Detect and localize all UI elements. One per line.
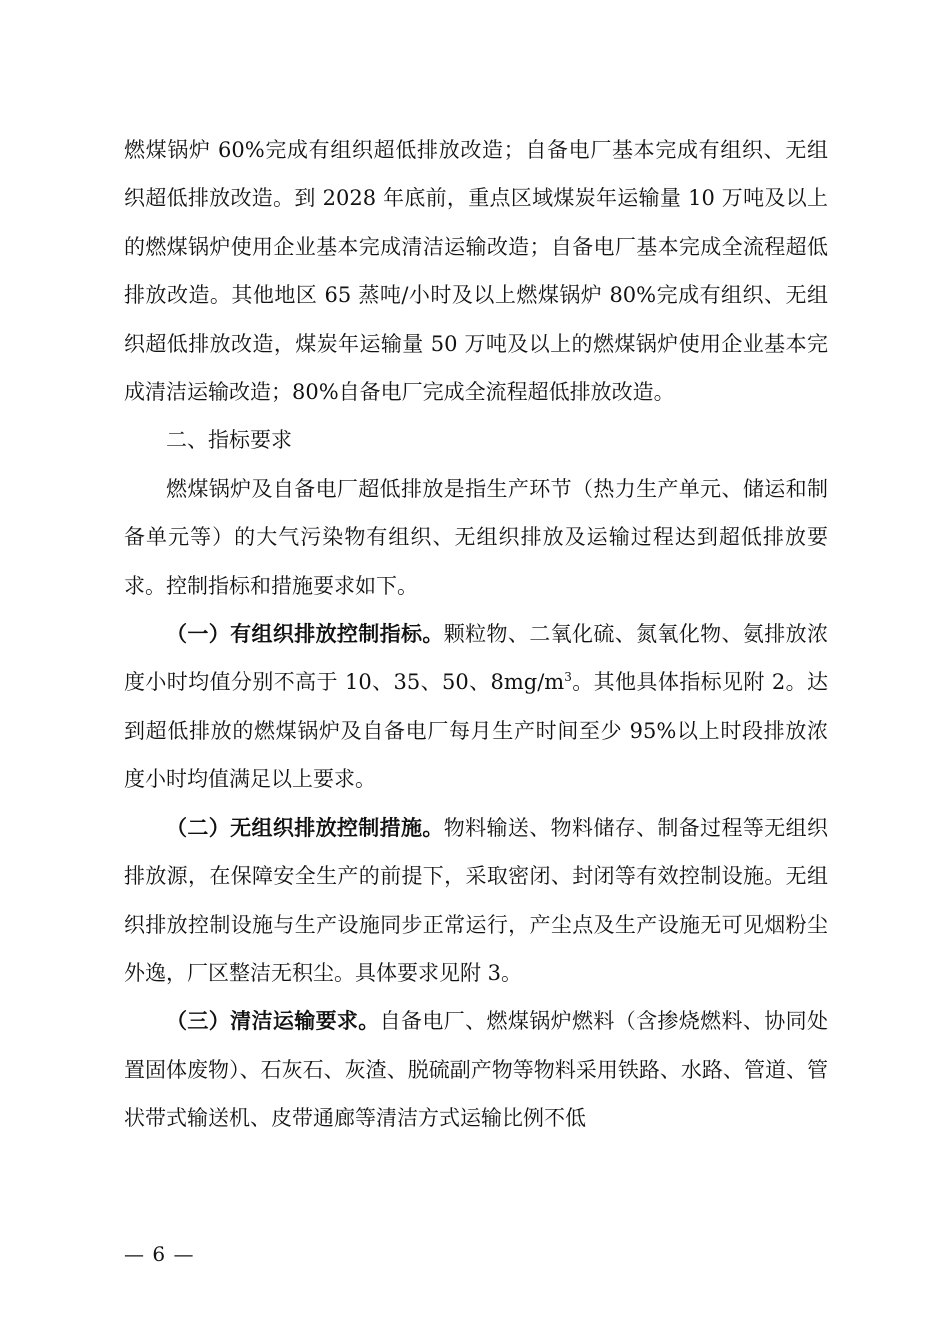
item-fugitive-emission-paragraph	[124, 804, 828, 998]
item-organized-emission-paragraph	[124, 610, 828, 804]
item-organized-emission-text-cont: 。其他具体指标见附 2。达到超低排放的燃煤锅炉及自备电厂每月生产时间至少 95%以上时段排放浓度小时均值满足以上要求。	[124, 670, 828, 792]
document-body	[124, 126, 828, 1143]
item-clean-transport-paragraph	[124, 997, 828, 1142]
definition-paragraph: 燃煤锅炉及自备电厂超低排放是指生产环节（热力生产单元、储运和制备单元等）的大气污染物有组织、无组织排放及运输过程达到超低排放要求。控制指标和措施要求如下。	[124, 476, 828, 598]
item-organized-emission-lead: （一）有组织排放控制指标。	[166, 621, 444, 647]
item-clean-transport-text: 自备电厂、燃煤锅炉燃料（含掺烧燃料、协同处置固体废物）、石灰石、灰渣、脱硫副产物等物料采用铁路、水路、管道、管状带式输送机、皮带通廊等清洁方式运输比例不低	[124, 1009, 829, 1131]
item-clean-transport-lead: （三）清洁运输要求。	[166, 1008, 380, 1034]
item-fugitive-emission-lead: （二）无组织排放控制措施。	[166, 814, 444, 840]
cubic-superscript: 3	[564, 670, 572, 685]
intro-continuation-paragraph: 燃煤锅炉 60%完成有组织超低排放改造；自备电厂基本完成有组织、无组织超低排放改造。到 2028 年底前，重点区域煤炭年运输量 10 万吨及以上的燃煤锅炉使用企业基本完成清洁运输改造；自备电厂基本完成全流程超低排放改造。其他地区 65 蒸吨/小时及以上燃煤锅炉 80%完成有组织、无组织超低排放改造，煤炭年运输量 50 万吨及以上的燃煤锅炉使用企业基本完成清洁运输改造；80%自备电厂完成全流程超低排放改造。	[124, 138, 828, 405]
page-number: — 6 —	[124, 1242, 195, 1266]
item-organized-emission-text: 颗粒物、二氧化硫、氮氧化物、氨排放浓度小时均值分别不高于 10、35、50、8mg/m	[124, 622, 828, 695]
section-heading: 二、指标要求	[166, 428, 292, 453]
item-fugitive-emission-text: 物料输送、物料储存、制备过程等无组织排放源，在保障安全生产的前提下，采取密闭、封闭等有效控制设施。无组织排放控制设施与生产设施同步正常运行，产尘点及生产设施无可见烟粉尘外逸，厂区整洁无积尘。具体要求见附 3。	[124, 815, 828, 985]
